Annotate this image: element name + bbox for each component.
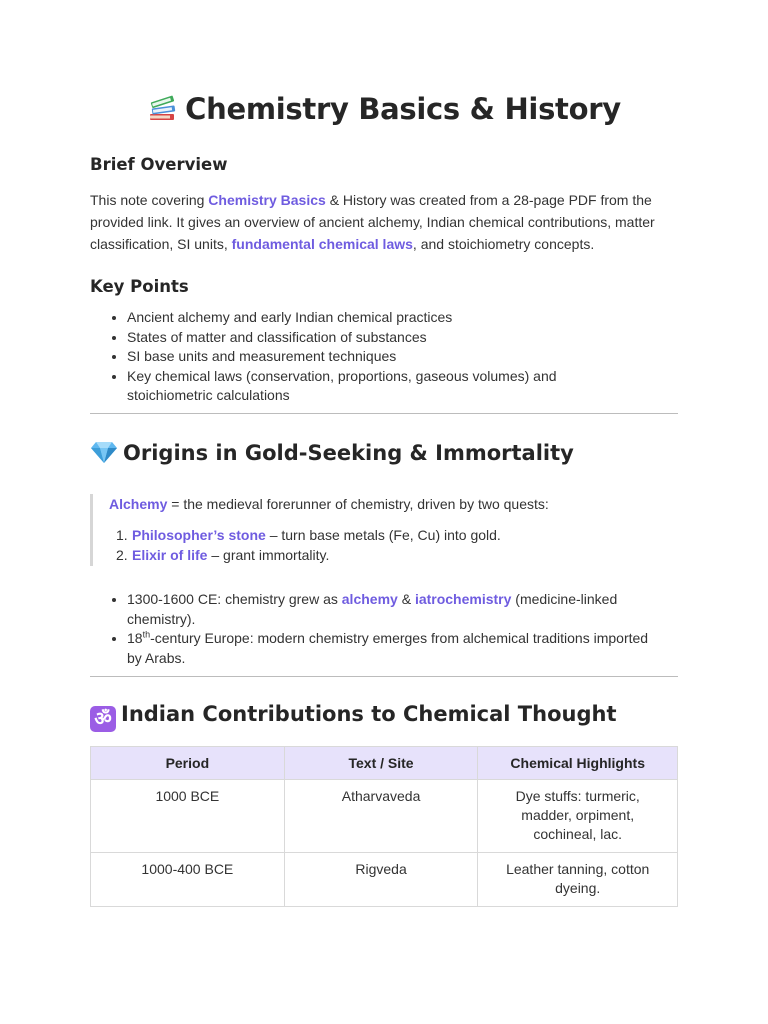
table-cell: Dye stuffs: turmeric, madder, orpiment, cochineal, lac. [478, 780, 678, 853]
list-item: Key chemical laws (conservation, proportions, gaseous volumes) and stoichiometric calculations [90, 367, 577, 406]
indian-heading [90, 702, 616, 732]
fundamental-laws-highlight: fundamental chemical laws [231, 236, 413, 252]
table-row [91, 853, 678, 907]
table-cell: Rigveda [284, 853, 478, 907]
page-title [90, 92, 678, 129]
key-points-list [90, 308, 678, 406]
table-cell: Leather tanning, cotton dyeing. [478, 853, 678, 907]
iatrochemistry-highlight: iatrochemistry [414, 591, 512, 607]
alchemy-highlight: alchemy [341, 591, 398, 607]
alchemy-definition-text: = the medieval forerunner of chemistry, driven by two quests: [167, 496, 549, 512]
table-row [91, 780, 678, 853]
indian-heading-text: Indian Contributions to Chemical Thought [121, 702, 617, 726]
list-item: States of matter and classification of substances [90, 328, 678, 348]
list-number: 1. [116, 527, 128, 543]
list-item: Ancient alchemy and early Indian chemical practices [90, 308, 678, 328]
alchemy-term: Alchemy [109, 496, 168, 512]
divider [90, 413, 678, 414]
books-icon [147, 92, 177, 129]
quest-term: Elixir of life [132, 546, 208, 563]
table-cell: Atharvaveda [284, 780, 478, 853]
column-header: Text / Site [284, 747, 478, 780]
bullet-text: & [397, 591, 415, 607]
overview-heading: Brief Overview [90, 155, 228, 174]
superscript: th [142, 629, 151, 640]
list-item: SI base units and measurement techniques [90, 347, 678, 367]
overview-text-3: , and stoichiometry concepts. [412, 236, 595, 252]
overview-text-1: This note covering [90, 192, 209, 208]
origins-heading [90, 440, 574, 469]
list-item [109, 546, 678, 566]
table-cell: 1000-400 BCE [91, 853, 285, 907]
om-icon: ॐ [90, 706, 116, 732]
origins-list [90, 590, 650, 668]
bullet-text: -century Europe: modern chemistry emerges from alchemical traditions imported by Arabs. [127, 630, 649, 666]
key-points-heading: Key Points [90, 277, 189, 296]
list-item [90, 629, 650, 668]
table-header-row [91, 747, 678, 780]
quests-list [109, 526, 678, 565]
gem-icon [90, 440, 118, 469]
alchemy-definition [109, 494, 678, 514]
alchemy-quote [90, 494, 678, 566]
list-item [109, 526, 678, 546]
quest-text: – grant immortality. [207, 546, 330, 563]
bullet-text: 18 [127, 630, 143, 646]
origins-heading-text: Origins in Gold-Seeking & Immortality [123, 441, 574, 465]
page-title-text: Chemistry Basics & History [185, 92, 621, 126]
overview-paragraph [90, 189, 678, 255]
table-cell: 1000 BCE [91, 780, 285, 853]
column-header: Period [91, 747, 285, 780]
quest-term: Philosopher’s stone [132, 527, 266, 543]
list-item [90, 590, 650, 629]
bullet-text: 1300-1600 CE: chemistry grew as [127, 591, 342, 607]
contributions-table [90, 746, 678, 907]
bullet-text: (medicine-linked chemistry). [127, 591, 618, 627]
chemistry-basics-highlight: Chemistry Basics [208, 192, 326, 208]
divider [90, 676, 678, 677]
overview-text-2: & History was created from a 28-page PDF from the provided link. It gives an overview of ancient alchemy, Indian chemical contributions, matter classification, SI units, [90, 192, 655, 252]
quest-text: – turn base metals (Fe, Cu) into gold. [265, 527, 501, 543]
column-header: Chemical Highlights [478, 747, 678, 780]
list-number: 2. [116, 546, 128, 563]
